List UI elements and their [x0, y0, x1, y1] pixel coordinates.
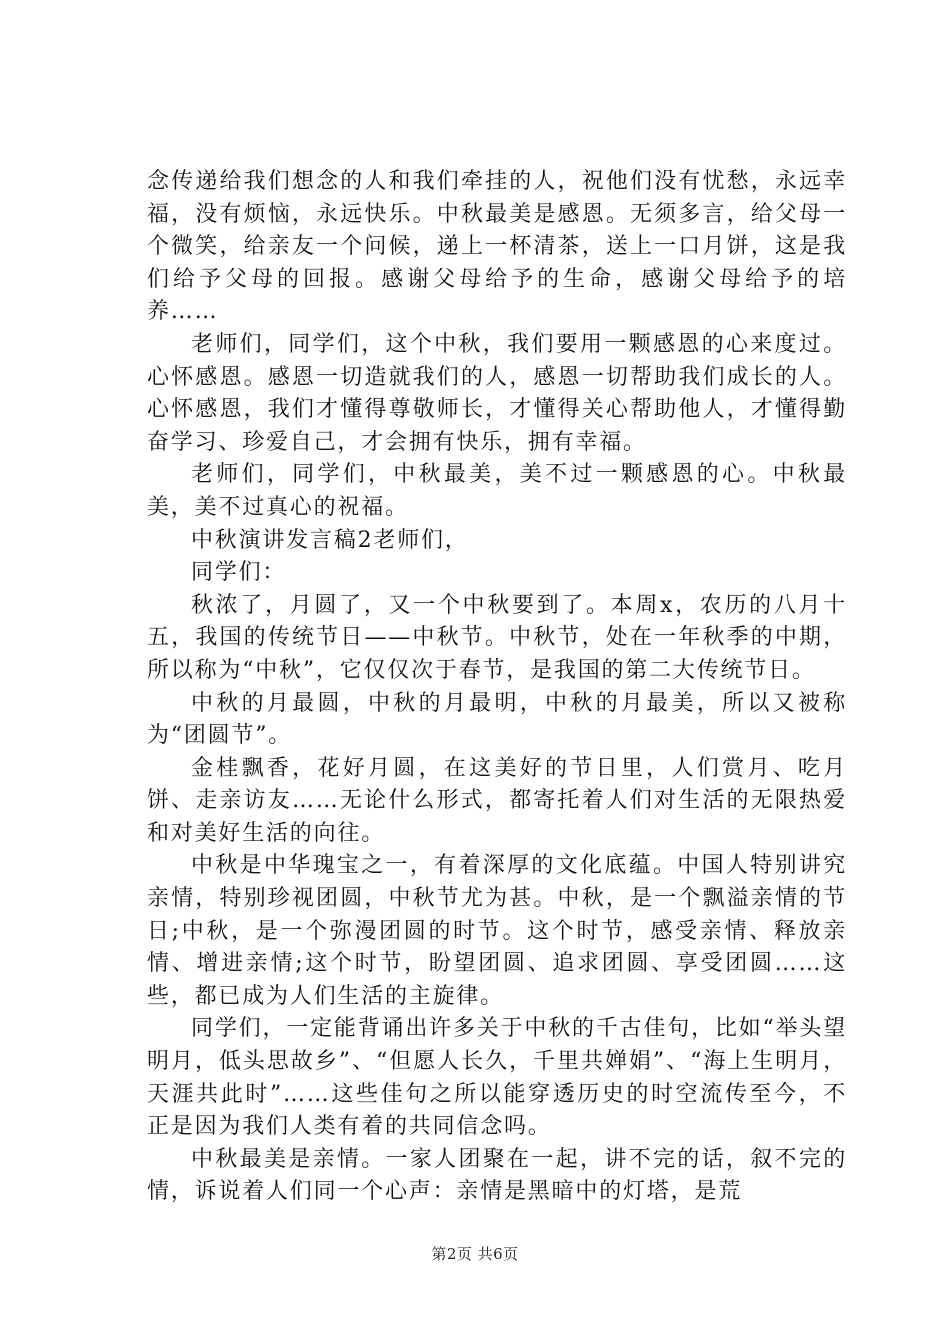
paragraph-10: 同学们，一定能背诵出许多关于中秋的千古佳句，比如“举头望明月，低头思故乡”、“但愿人长久，千里共婵娟”、“海上生明月，天涯共此时”……这些佳句之所以能穿透历史的时空流传至今，不正是因为我们人类有着的共同信念吗。 — [147, 1016, 847, 1140]
paragraph-9: 中秋是中华瑰宝之一，有着深厚的文化底蕴。中国人特别讲究亲情，特别珍视团圆，中秋节尤为甚。中秋，是一个飘溢亲情的节日;中秋，是一个弥漫团圆的时节。这个时节，感受亲情、释放亲情、增进亲情;这个时节，盼望团圆、追求团圆、享受团圆……这些，都已成为人们生活的主旋律。 — [147, 853, 847, 1009]
paragraph-11: 中秋最美是亲情。一家人团聚在一起，讲不完的话，叙不完的情，诉说着人们同一个心声：亲情是黑暗中的灯塔，是荒 — [147, 1146, 847, 1205]
page-footer: 第2页 共6页 — [431, 1245, 519, 1263]
paragraph-1: 念传递给我们想念的人和我们牵挂的人，祝他们没有忧愁，永远幸福，没有烦恼，永远快乐。中秋最美是感恩。无须多言，给父母一个微笑，给亲友一个问候，递上一杯清茶，送上一口月饼，这是我们给予父母的回报。感谢父母给予的生命，感谢父母给予的培养…… — [147, 169, 847, 325]
paragraph-8: 金桂飘香，花好月圆，在这美好的节日里，人们赏月、吃月饼、走亲访友……无论什么形式，都寄托着人们对生活的无限热爱和对美好生活的向往。 — [147, 755, 847, 846]
paragraph-2: 老师们，同学们，这个中秋，我们要用一颗感恩的心来度过。心怀感恩。感恩一切造就我们的人，感恩一切帮助我们成长的人。心怀感恩，我们才懂得尊敬师长，才懂得关心帮助他人，才懂得勤奋学习、珍爱自己，才会拥有快乐，拥有幸福。 — [147, 331, 847, 455]
paragraph-6: 秋浓了，月圆了，又一个中秋要到了。本周x，农历的八月十五，我国的传统节日——中秋节。中秋节，处在一年秋季的中期，所以称为“中秋”，它仅仅次于春节，是我国的第二大传统节日。 — [147, 592, 847, 683]
paragraph-5-salutation: 同学们： — [191, 560, 287, 586]
paragraph-7: 中秋的月最圆，中秋的月最明，中秋的月最美，所以又被称为“团圆节”。 — [147, 690, 847, 749]
page-body — [147, 166, 847, 1209]
paragraph-3: 老师们，同学们，中秋最美，美不过一颗感恩的心。中秋最美，美不过真心的祝福。 — [147, 462, 847, 520]
paragraph-4-heading: 中秋演讲发言稿2老师们， — [191, 527, 469, 553]
